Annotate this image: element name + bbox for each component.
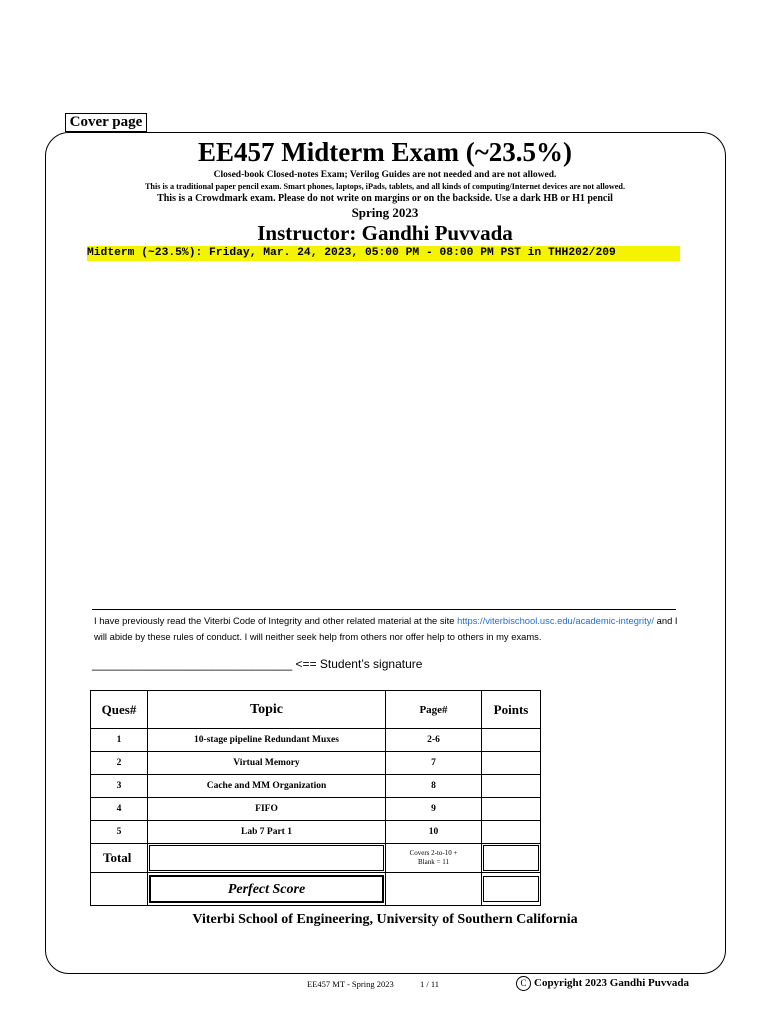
empty-cell [386, 873, 482, 906]
topic: Cache and MM Organization [148, 775, 386, 798]
perfect-score-row [91, 873, 541, 906]
page-range: 9 [386, 798, 482, 821]
integrity-text-before: I have previously read the Viterbi Code of Integrity and other related material at the site [94, 615, 458, 626]
covers-note [386, 844, 482, 873]
rules-line-1: Closed-book Closed-notes Exam; Verilog Guides are not needed and are not allowed. [213, 170, 557, 180]
total-row [91, 844, 541, 873]
table-row [91, 752, 541, 775]
midterm-schedule-highlight: Midterm (~23.5%): Friday, Mar. 24, 2023, 05:00 PM - 08:00 PM PST in THH202/209 [87, 246, 680, 261]
points-cell [482, 821, 541, 844]
integrity-statement [94, 613, 684, 645]
signature-line: ______________________________ <== Student’s signature [92, 657, 423, 671]
copyright [516, 976, 689, 991]
table-row [91, 821, 541, 844]
ques-number: 3 [91, 775, 148, 798]
perfect-points-box [483, 876, 539, 902]
score-table [90, 690, 541, 906]
rules-line-3: This is a Crowdmark exam. Please do not write on margins or on the backside. Use a dark HB or H1 pencil [157, 193, 613, 204]
footer-exam-label: EE457 MT - Spring 2023 [307, 979, 394, 989]
points-cell [482, 752, 541, 775]
footer-page-number: 1 / 11 [420, 979, 440, 989]
table-header-row [91, 691, 541, 729]
points-cell [482, 775, 541, 798]
exam-title: EE457 Midterm Exam (~23.5%) [198, 137, 572, 167]
total-score-box [149, 845, 384, 871]
page-range: 10 [386, 821, 482, 844]
page-range: 2-6 [386, 729, 482, 752]
covers-line-1: Covers 2-to-10 + [409, 849, 458, 857]
topic: FIFO [148, 798, 386, 821]
table-row [91, 775, 541, 798]
copyright-icon: C [516, 976, 531, 991]
header-topic: Topic [148, 691, 386, 729]
header-page: Page# [386, 691, 482, 729]
perfect-points-cell [482, 873, 541, 906]
ques-number: 1 [91, 729, 148, 752]
covers-line-2: Blank = 11 [418, 858, 449, 866]
topic: Lab 7 Part 1 [148, 821, 386, 844]
points-cell [482, 798, 541, 821]
cover-page-label: Cover page [65, 113, 147, 132]
school-name: Viterbi School of Engineering, University of Southern California [192, 912, 578, 927]
empty-cell [91, 873, 148, 906]
total-label: Total [91, 844, 148, 873]
instructor: Instructor: Gandhi Puvvada [257, 221, 513, 245]
total-points-box [483, 845, 539, 871]
header-ques: Ques# [91, 691, 148, 729]
integrity-link[interactable]: https://viterbischool.usc.edu/academic-integrity/ [457, 615, 655, 626]
integrity-text-after: and I will abide by these rules of conduct. I will neither seek help from others nor offer help to others in my exams. [94, 615, 678, 642]
ques-number: 4 [91, 798, 148, 821]
semester: Spring 2023 [351, 205, 419, 220]
perfect-score-label: Perfect Score [149, 875, 384, 903]
page-range: 7 [386, 752, 482, 775]
rules-line-2: This is a traditional paper pencil exam. Smart phones, laptops, iPads, tablets, and all kinds of computing/Internet devices are not allowed. [144, 182, 626, 191]
table-row [91, 798, 541, 821]
divider [92, 609, 676, 610]
copyright-text: Copyright 2023 Gandhi Puvvada [534, 977, 689, 990]
topic: 10-stage pipeline Redundant Muxes [148, 729, 386, 752]
page-range: 8 [386, 775, 482, 798]
perfect-score-cell [148, 873, 386, 906]
topic: Virtual Memory [148, 752, 386, 775]
header-points: Points [482, 691, 541, 729]
ques-number: 5 [91, 821, 148, 844]
points-cell [482, 729, 541, 752]
table-row [91, 729, 541, 752]
ques-number: 2 [91, 752, 148, 775]
total-points-cell [482, 844, 541, 873]
total-score-cell [148, 844, 386, 873]
